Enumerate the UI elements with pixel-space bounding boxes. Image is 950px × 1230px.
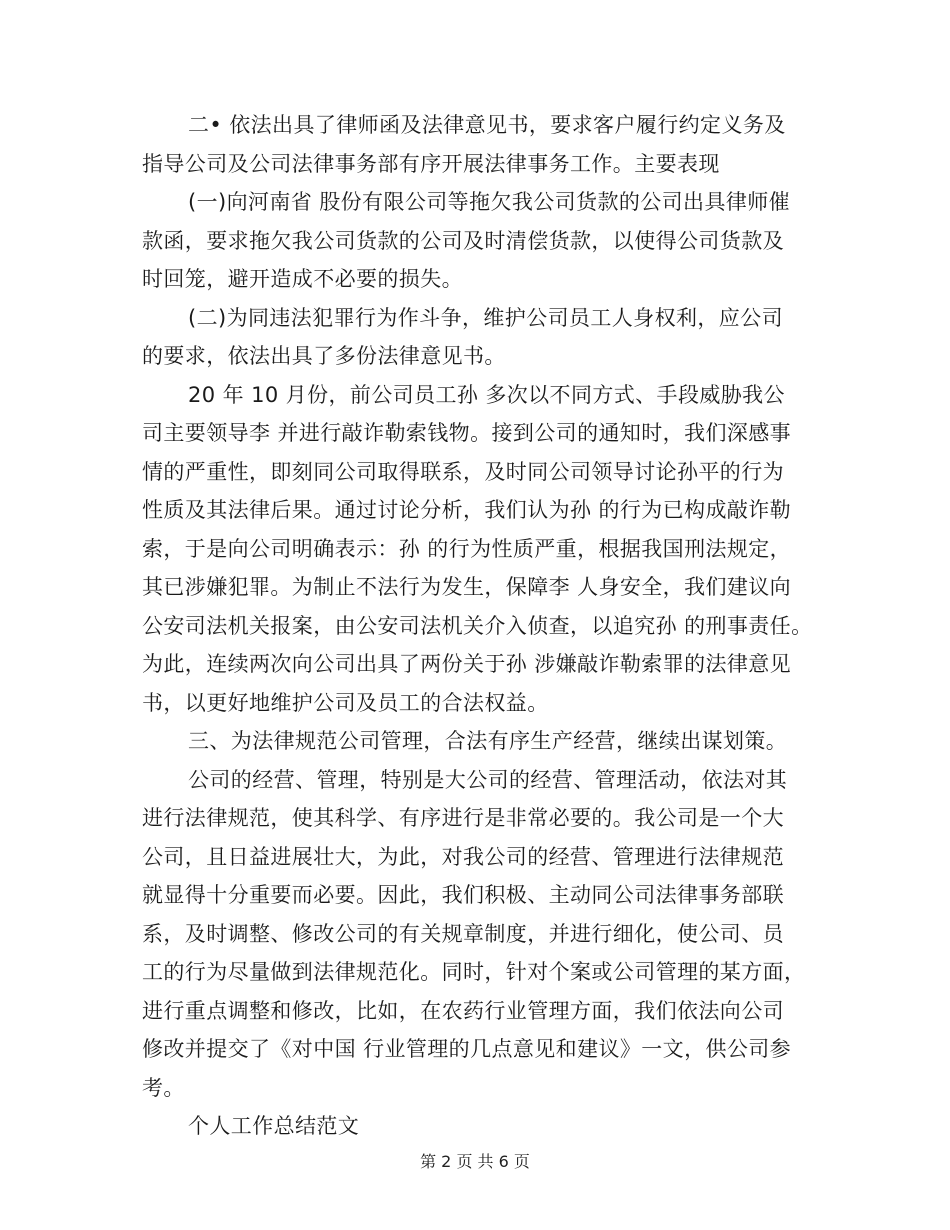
text-line: 指导公司及公司法律事务部有序开展法律事务工作。主要表现 xyxy=(142,152,720,176)
text-line: 时回笼，避开造成不必要的损失。 xyxy=(142,267,463,291)
text-line: 进行重点调整和修改，比如，在农药行业管理方面，我们依法向公司 xyxy=(142,999,784,1023)
document-title: 个人工作总结范文 xyxy=(188,1114,360,1138)
text-line: 司主要领导李 并进行敲诈勒索钱物。接到公司的通知时，我们深感事 xyxy=(142,421,792,445)
text-line: 情的严重性，即刻同公司取得联系，及时同公司领导讨论孙平的行为 xyxy=(142,460,784,484)
text-line: 的要求，依法出具了多份法律意见书。 xyxy=(142,344,506,368)
text-line: 就显得十分重要而必要。因此，我们积极、主动同公司法律事务部联 xyxy=(142,883,784,907)
text-line: 修改并提交了《对中国 行业管理的几点意见和建议》一文，供公司参 xyxy=(142,1037,792,1061)
text-line: 为此，连续两次向公司出具了两份关于孙 涉嫌敲诈勒索罪的法律意见 xyxy=(142,652,792,676)
text-line: 公安司法机关报案，由公安司法机关介入侦查，以追究孙 的刑事责任。 xyxy=(142,614,813,638)
text-line: 公司的经营、管理，特别是大公司的经营、管理活动，依法对其 xyxy=(188,768,788,792)
section-heading: 三、为法律规范公司管理，合法有序生产经营，继续出谋划策。 xyxy=(188,729,788,753)
text-line: (二)为同违法犯罪行为作斗争，维护公司员工人身权利，应公司 xyxy=(188,306,783,330)
text-line: 二• 依法出具了律师函及法律意见书，要求客户履行约定义务及 xyxy=(188,113,786,137)
text-line: 进行法律规范，使其科学、有序进行是非常必要的。我公司是一个大 xyxy=(142,806,784,830)
text-line: 书，以更好地维护公司及员工的合法权益。 xyxy=(142,691,549,715)
text-line: 其已涉嫌犯罪。为制止不法行为发生，保障李 人身安全，我们建议向 xyxy=(142,575,792,599)
text-line: 索，于是向公司明确表示：孙 的行为性质严重，根据我国刑法规定， xyxy=(142,537,792,561)
text-line: (一)向河南省 股份有限公司等拖欠我公司货款的公司出具律师催 xyxy=(188,190,791,214)
text-line: 20 年 10 月份，前公司员工孙 多次以不同方式、手段威胁我公 xyxy=(188,383,785,407)
text-line: 工的行为尽量做到法律规范化。同时，针对个案或公司管理的某方面， xyxy=(142,960,806,984)
text-line: 性质及其法律后果。通过讨论分析，我们认为孙 的行为已构成敲诈勒 xyxy=(142,498,792,522)
page-number: 第 2 页 共 6 页 xyxy=(420,1152,530,1171)
text-line: 公司，且日益进展壮大，为此，对我公司的经营、管理进行法律规范 xyxy=(142,845,784,869)
text-line: 考。 xyxy=(142,1076,185,1100)
text-line: 款函，要求拖欠我公司货款的公司及时清偿货款，以使得公司货款及 xyxy=(142,229,784,253)
text-line: 系，及时调整、修改公司的有关规章制度，并进行细化，使公司、员 xyxy=(142,922,784,946)
